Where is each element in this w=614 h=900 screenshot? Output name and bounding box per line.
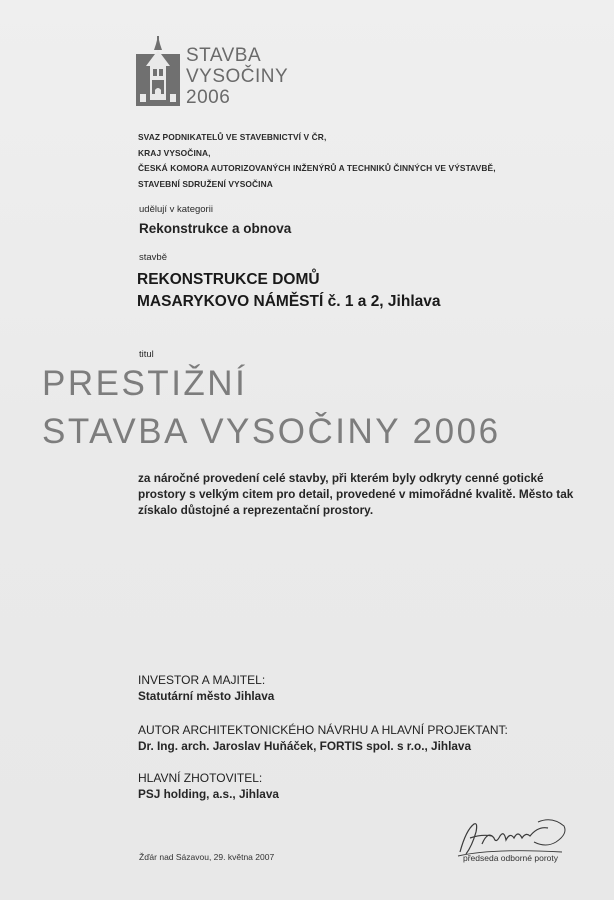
organizers-list xyxy=(138,130,496,192)
contractor-value: PSJ holding, a.s., Jihlava xyxy=(138,787,279,801)
building-intro: stavbě xyxy=(139,252,167,263)
place-date: Žďár nad Sázavou, 29. května 2007 xyxy=(139,852,275,862)
category-name: Rekonstrukce a obnova xyxy=(139,221,292,236)
organizer-item: ČESKÁ KOMORA AUTORIZOVANÝCH INŽENÝRŮ A TECHNIKŮ ČINNÝCH VE VÝSTAVBĚ, xyxy=(138,163,496,173)
contractor-label: HLAVNÍ ZHOTOVITEL: xyxy=(138,771,263,785)
logo-wordmark xyxy=(186,45,288,108)
award-description: za náročné provedení celé stavby, při kterém byly odkryty cenné gotické prostory s velkým citem pro detail, provedené v mimořádné kvalitě. Město tak získalo důstojné a reprezentační prostory. xyxy=(138,471,574,518)
organizer-item: STAVEBNÍ SDRUŽENÍ VYSOČINA xyxy=(138,178,273,189)
title-intro: titul xyxy=(139,349,154,360)
organizer-item: KRAJ VYSOČINA, xyxy=(138,147,211,158)
award-title-line-1: PRESTIŽNÍ xyxy=(42,364,248,403)
logo-line-2: VYSOČINY xyxy=(186,66,289,87)
tower-icon xyxy=(136,36,180,106)
logo-line-1: STAVBA xyxy=(186,45,262,66)
organizer-item: SVAZ PODNIKATELŮ VE STAVEBNICTVÍ V ČR, xyxy=(138,132,327,142)
author-label: AUTOR ARCHITEKTONICKÉHO NÁVRHU A HLAVNÍ PROJEKTANT: xyxy=(138,723,508,737)
investor-label: INVESTOR A MAJITEL: xyxy=(138,673,266,687)
signatory-title: předseda odborné poroty xyxy=(463,853,558,863)
award-title-line-2: STAVBA VYSOČINY 2006 xyxy=(42,412,501,451)
building-name-line-2: MASARYKOVO NÁMĚSTÍ č. 1 a 2, Jihlava xyxy=(137,293,441,310)
author-value: Dr. Ing. arch. Jaroslav Huňáček, FORTIS spol. s r.o., Jihlava xyxy=(138,739,472,753)
investor-value: Statutární město Jihlava xyxy=(138,689,275,703)
logo-line-3: 2006 xyxy=(186,87,231,108)
building-name-line-1: REKONSTRUKCE DOMŮ xyxy=(137,271,320,288)
category-intro: udělují v kategorii xyxy=(139,204,213,215)
